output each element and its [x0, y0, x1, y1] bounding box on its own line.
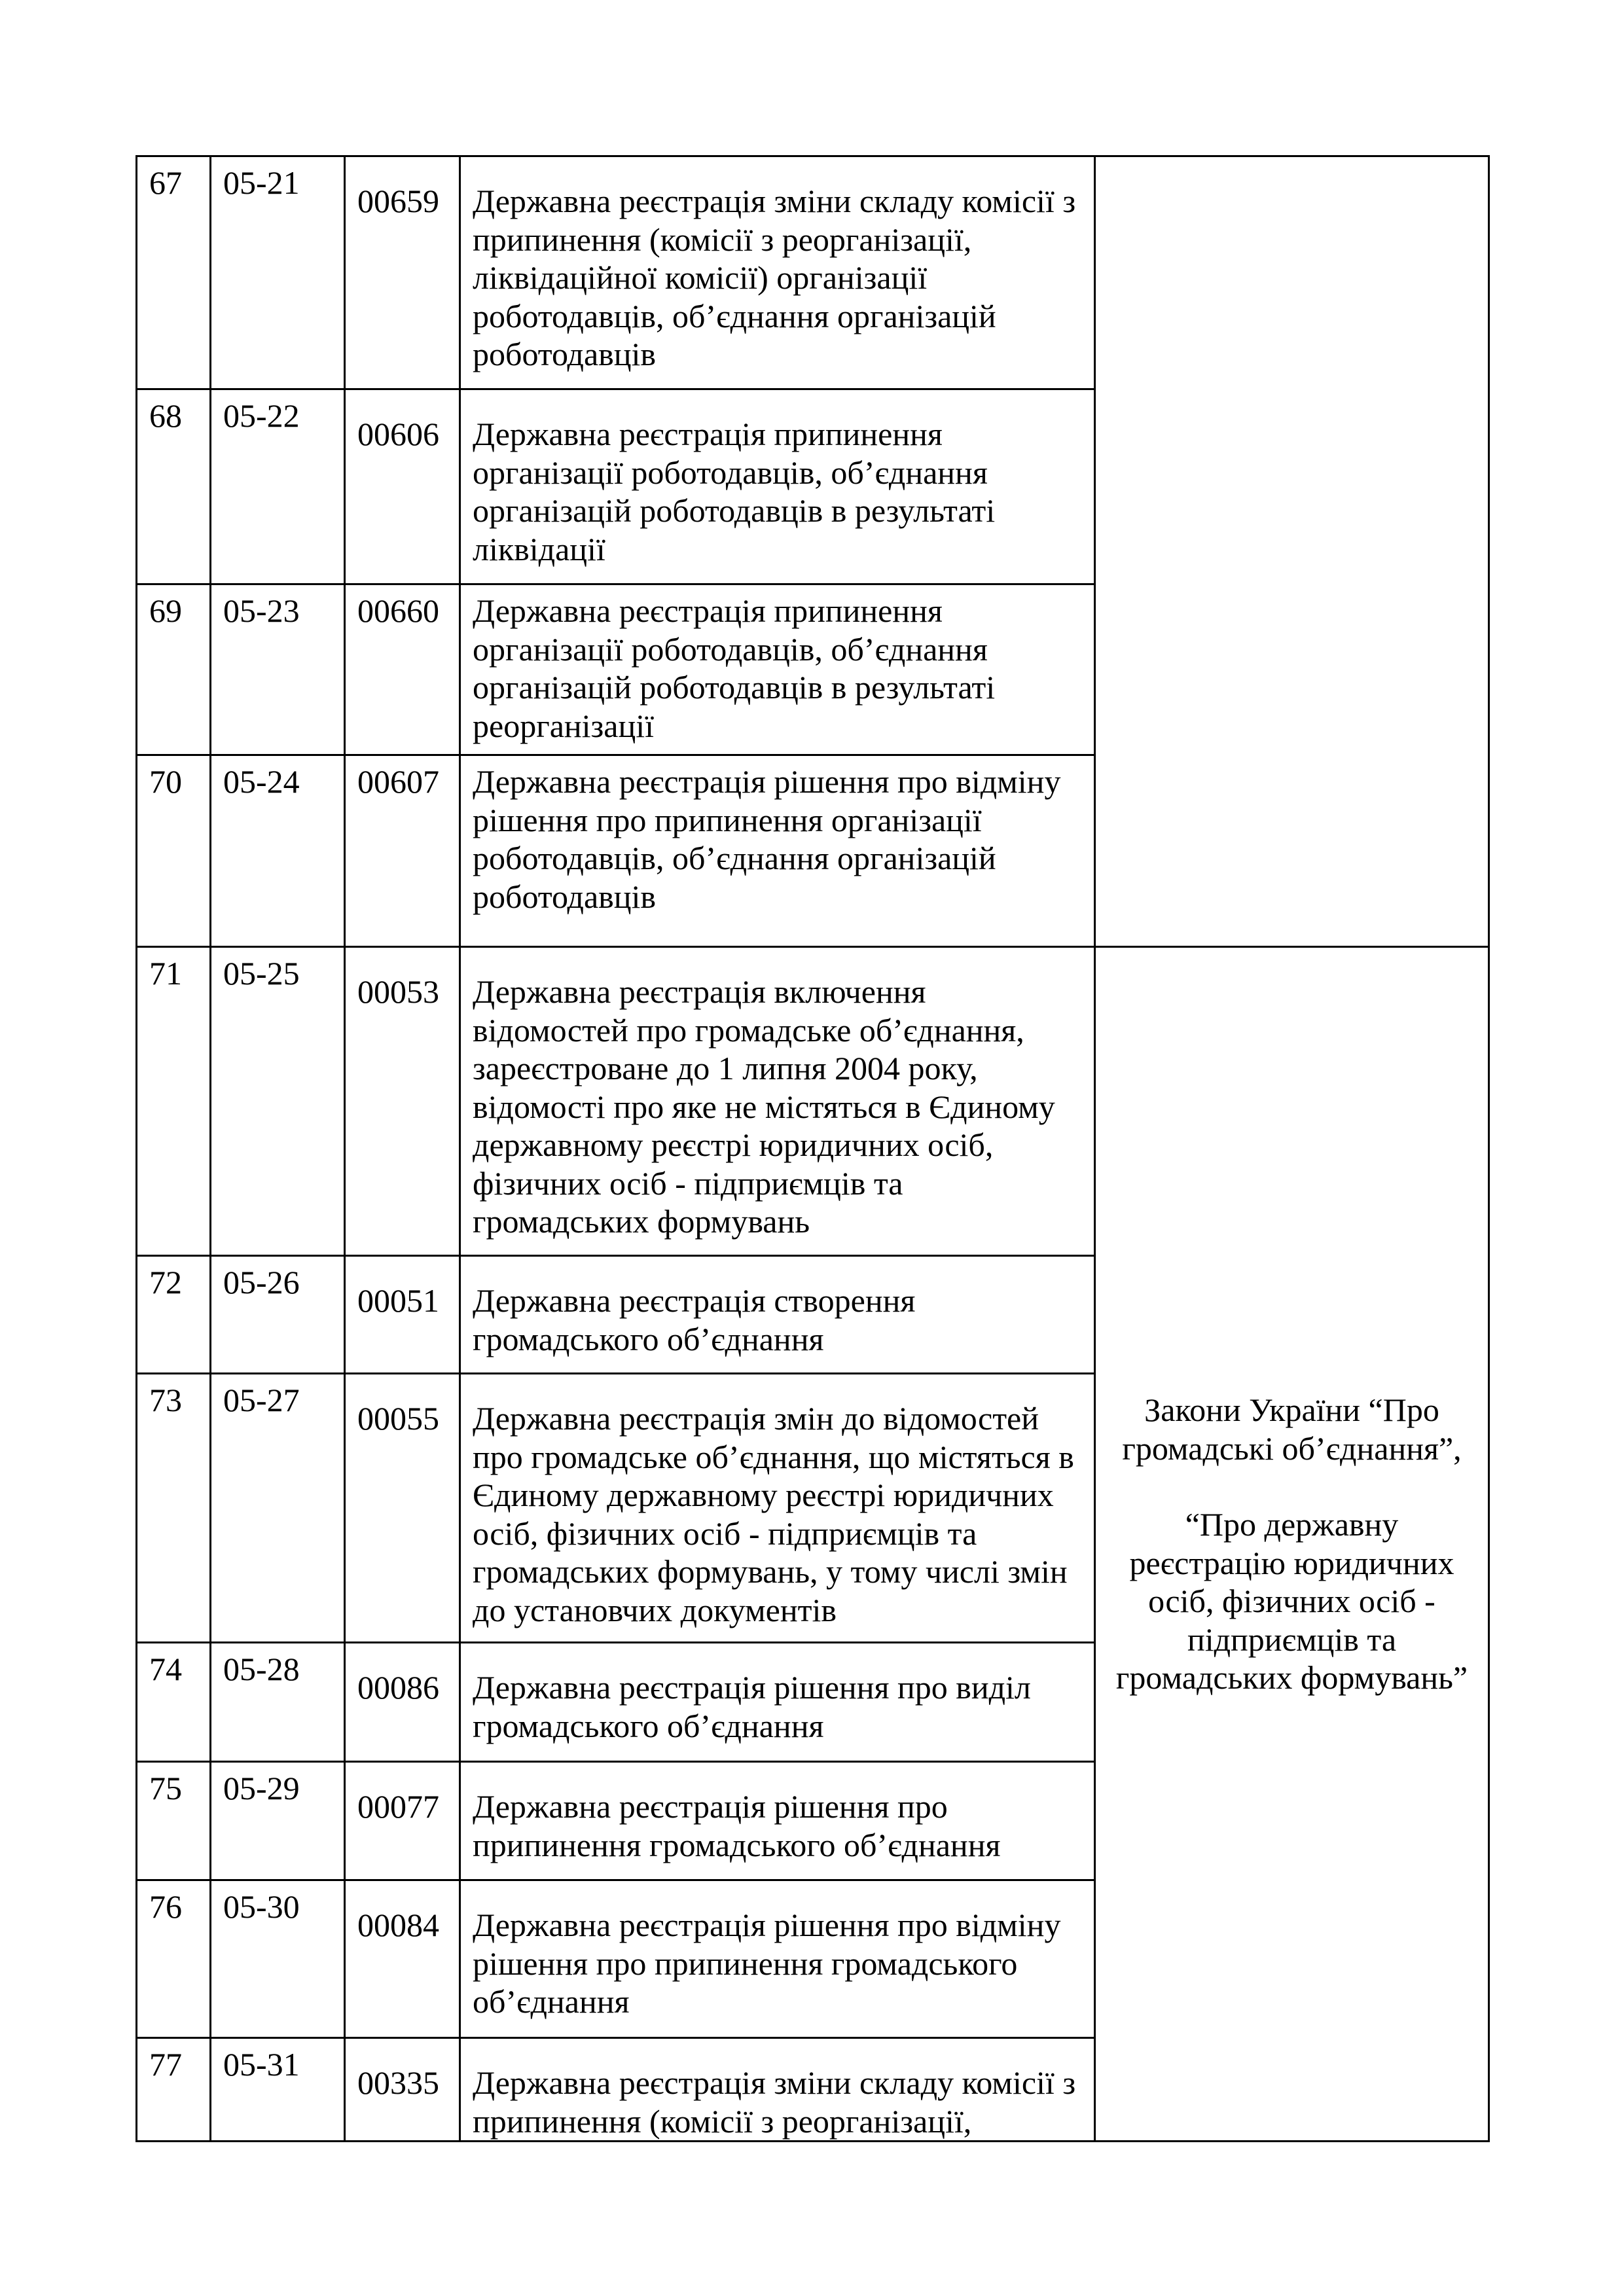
row-number: 76: [137, 1880, 211, 2038]
service-description: Державна реєстрація припинення організації роботодавців, об’єднання організацій роботодавців в результаті ліквідації: [460, 389, 1095, 584]
row-subcode: 05-25: [211, 947, 345, 1256]
row-subcode: 05-22: [211, 389, 345, 584]
service-code: 00660: [345, 584, 460, 755]
table-row: [137, 156, 1489, 389]
row-subcode: 05-27: [211, 1374, 345, 1643]
row-subcode: 05-30: [211, 1880, 345, 2038]
row-subcode: 05-29: [211, 1762, 345, 1880]
service-code: 00659: [345, 156, 460, 389]
legal-basis-empty: [1095, 156, 1489, 947]
row-number: 67: [137, 156, 211, 389]
service-code: 00607: [345, 755, 460, 947]
row-subcode: 05-21: [211, 156, 345, 389]
row-number: 73: [137, 1374, 211, 1643]
row-subcode: 05-31: [211, 2038, 345, 2142]
service-code: 00077: [345, 1762, 460, 1880]
row-number: 68: [137, 389, 211, 584]
service-description: Державна реєстрація змін до відомостей про громадське об’єднання, що містяться в Єдиному державному реєстрі юридичних осіб, фізичних осіб - підприємців та громадських формувань, у тому числі змін до установчих документів: [460, 1374, 1095, 1643]
service-description: Державна реєстрація рішення про виділ громадського об’єднання: [460, 1643, 1095, 1762]
table-row: [137, 947, 1489, 1256]
service-description: Державна реєстрація рішення про припинення громадського об’єднання: [460, 1762, 1095, 1880]
row-subcode: 05-23: [211, 584, 345, 755]
service-code: 00086: [345, 1643, 460, 1762]
service-description: Державна реєстрація рішення про відміну рішення про припинення громадського об’єднання: [460, 1880, 1095, 2038]
row-number: 77: [137, 2038, 211, 2142]
row-number: 70: [137, 755, 211, 947]
service-description: Державна реєстрація припинення організації роботодавців, об’єднання організацій роботодавців в результаті реорганізації: [460, 584, 1095, 755]
row-number: 75: [137, 1762, 211, 1880]
row-number: 71: [137, 947, 211, 1256]
service-description: Державна реєстрація зміни складу комісії з припинення (комісії з реорганізації, ліквідаційної комісії) організації роботодавців, об’єднання організацій роботодавців: [460, 156, 1095, 389]
legal-basis-line-2: “Про державну реєстрацію юридичних осіб, фізичних осіб - підприємців та громадських формувань”: [1115, 1506, 1468, 1696]
services-table: [135, 155, 1490, 2142]
service-description: Державна реєстрація включення відомостей про громадське об’єднання, зареєстроване до 1 липня 2004 року, відомості про яке не містяться в Єдиному державному реєстрі юридичних осіб, фізичних осіб - підприємців та громадських формувань: [460, 947, 1095, 1256]
legal-basis-line-1: Закони України “Про громадські об’єднання”,: [1122, 1391, 1462, 1467]
service-code: 00053: [345, 947, 460, 1256]
service-code: 00606: [345, 389, 460, 584]
service-code: 00335: [345, 2038, 460, 2142]
row-number: 69: [137, 584, 211, 755]
row-subcode: 05-28: [211, 1643, 345, 1762]
row-subcode: 05-26: [211, 1256, 345, 1374]
service-description: Державна реєстрація створення громадського об’єднання: [460, 1256, 1095, 1374]
row-number: 74: [137, 1643, 211, 1762]
service-code: 00084: [345, 1880, 460, 2038]
service-code: 00051: [345, 1256, 460, 1374]
legal-basis: [1095, 947, 1489, 2142]
service-description: Державна реєстрація зміни складу комісії з припинення (комісії з реорганізації,: [460, 2038, 1095, 2142]
service-code: 00055: [345, 1374, 460, 1643]
row-number: 72: [137, 1256, 211, 1374]
row-subcode: 05-24: [211, 755, 345, 947]
service-description: Державна реєстрація рішення про відміну рішення про припинення організації роботодавців, об’єднання організацій роботодавців: [460, 755, 1095, 947]
